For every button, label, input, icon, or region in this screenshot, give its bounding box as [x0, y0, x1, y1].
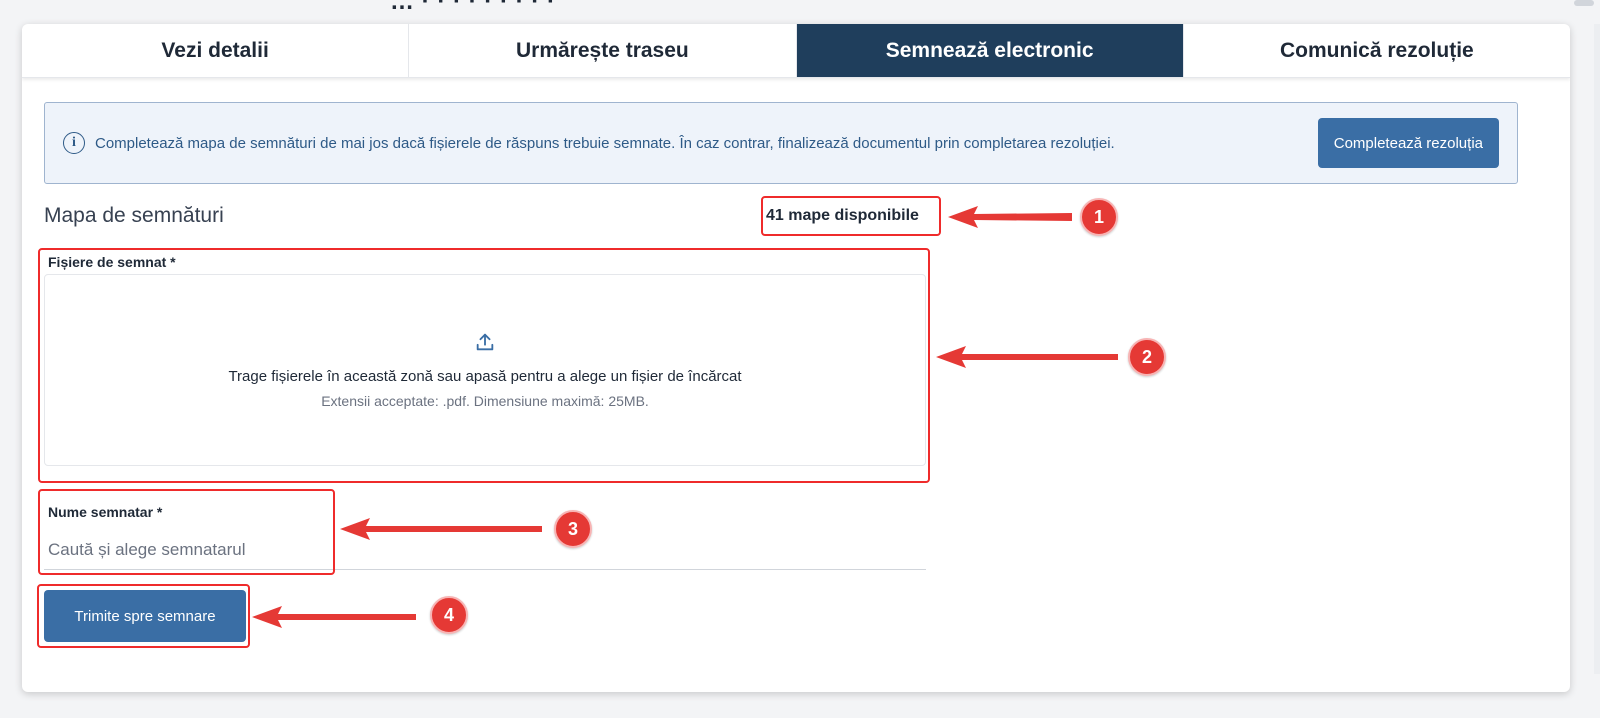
info-banner-text: Completează mapa de semnături de mai jos dacă fișierele de răspuns trebuie semnate. În caz contrar, finalizează documentul prin completarea rezoluției.: [95, 134, 1115, 152]
tab-bar: [22, 24, 1570, 78]
signer-label: Nume semnatar *: [48, 504, 163, 520]
files-label: Fișiere de semnat *: [48, 254, 176, 270]
scrollbar-thumb[interactable]: [1574, 0, 1594, 6]
section-title: Mapa de semnături: [44, 204, 224, 227]
annotation-marker-1: 1: [1080, 198, 1118, 236]
info-banner: [44, 102, 1518, 184]
tab-communicate-resolution[interactable]: [1184, 24, 1570, 77]
available-maps-count: 41 mape disponibile: [766, 207, 919, 224]
tab-label: Urmărește traseu: [515, 38, 689, 62]
tab-label: Comunică rezoluție: [1280, 38, 1474, 62]
tab-track-route[interactable]: [409, 24, 796, 77]
dropzone-instructions: Trage fișierele în această zonă sau apasă pentru a alege un fișier de încărcat: [228, 368, 742, 385]
upload-icon: [474, 331, 496, 358]
annotation-marker-3: 3: [554, 510, 592, 548]
file-dropzone[interactable]: [44, 274, 926, 466]
top-strip: [0, 0, 1600, 15]
tab-label: Vezi detalii: [161, 38, 269, 62]
complete-resolution-button[interactable]: Completează rezoluția: [1318, 118, 1499, 168]
arrow-icon: [340, 516, 546, 542]
annotation-marker-4: 4: [430, 596, 468, 634]
arrow-icon: [936, 344, 1122, 370]
scrollbar-track[interactable]: [1594, 24, 1600, 674]
document-card: [22, 24, 1570, 692]
arrow-icon: [948, 204, 1078, 230]
info-icon: i: [63, 132, 85, 154]
dropzone-constraints: Extensii acceptate: .pdf. Dimensiune maximă: 25MB.: [321, 393, 649, 409]
tab-sign-electronically[interactable]: [797, 24, 1184, 77]
tab-view-details[interactable]: [22, 24, 409, 77]
arrow-icon: [252, 604, 420, 630]
annotation-marker-2: 2: [1128, 338, 1166, 376]
tab-label: Semnează electronic: [885, 38, 1094, 62]
cutoff-page-title: … · · · · · · · · ·: [390, 0, 556, 15]
send-for-signing-button[interactable]: Trimite spre semnare: [44, 590, 246, 642]
